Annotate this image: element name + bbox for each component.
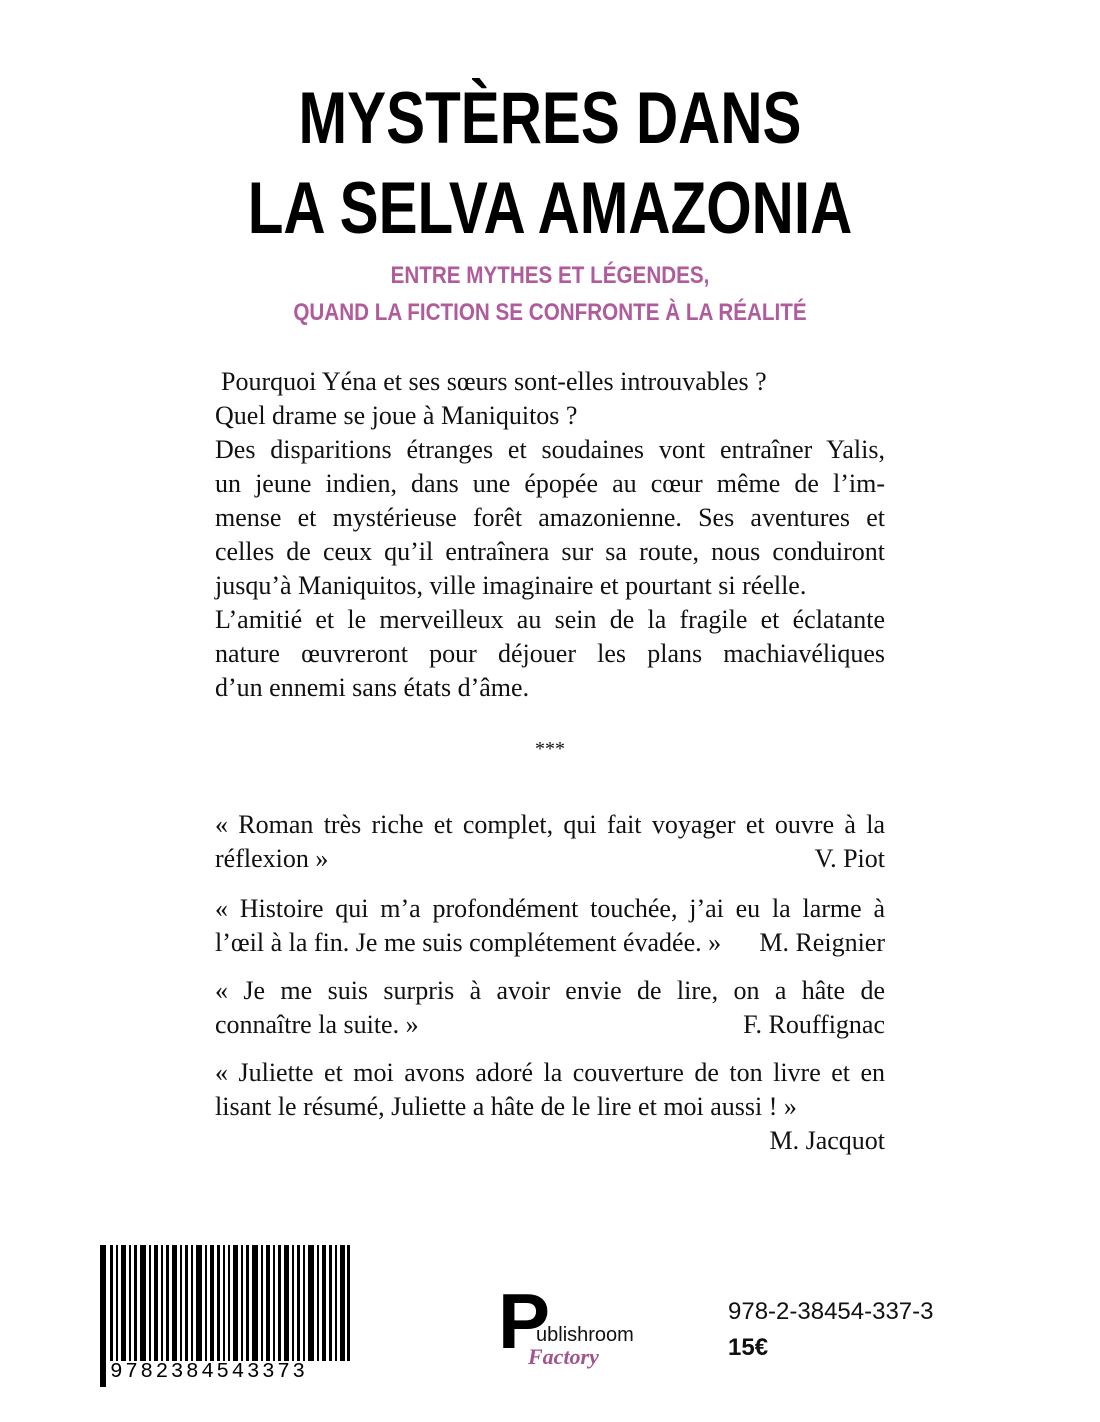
synopsis-line: jusqu’à Maniquitos, ville imaginaire et pourtant si réelle.	[215, 571, 807, 600]
review	[215, 974, 885, 1042]
synopsis-line: Des disparitions étranges et soudaines vont entraîner Yalis,	[215, 435, 885, 464]
barcode-bars-icon	[106, 1245, 350, 1361]
review-text-line: « Je me suis surpris à avoir envie de lire, on a hâte de	[215, 976, 885, 1005]
publisher-logo	[498, 1277, 638, 1372]
publisher-initial: P	[498, 1277, 551, 1365]
review-closing-line	[215, 1008, 885, 1042]
subtitle-line-1: ENTRE MYTHES ET LÉGENDES,	[390, 262, 710, 289]
title-line-2: LA SELVA AMAZONIA	[247, 168, 853, 249]
synopsis-line: Pourquoi Yéna et ses sœurs sont-elles introuvables ?	[221, 367, 767, 396]
synopsis-line: d’un ennemi sans états d’âme.	[215, 673, 530, 702]
review-author: V. Piot	[814, 844, 885, 873]
synopsis-line: mense et mystérieuse forêt amazonienne. Ses aventures et	[215, 503, 885, 532]
publisher-name: ublishroom	[536, 1324, 634, 1346]
synopsis	[215, 365, 885, 705]
review	[215, 1056, 885, 1158]
review-text-line: réflexion »	[215, 844, 329, 873]
review-text-line: « Juliette et moi avons adoré la couverture de ton livre et en	[215, 1058, 885, 1087]
barcode	[100, 1245, 350, 1387]
review-text-line: « Histoire qui m’a profondément touchée, j’ai eu la larme à	[215, 894, 885, 923]
review	[215, 808, 885, 876]
review-text-line: connaître la suite. »	[215, 1010, 419, 1039]
review-author: M. Jacquot	[769, 1126, 885, 1155]
price: 15€	[728, 1334, 769, 1361]
review-closing-line	[215, 842, 885, 876]
isbn: 978-2-38454-337-3	[728, 1298, 934, 1325]
synopsis-line: L’amitié et le merveilleux au sein de la fragile et éclatante	[215, 605, 885, 634]
barcode-digits: 9782384543373	[110, 1361, 356, 1385]
publisher-sub: Factory	[528, 1344, 599, 1369]
section-separator: ***	[535, 738, 565, 760]
review-text-line: lisant le résumé, Juliette a hâte de le lire et moi aussi ! »	[215, 1092, 797, 1121]
synopsis-line: Quel drame se joue à Maniquitos ?	[215, 401, 578, 430]
subtitle-line-2: QUAND LA FICTION SE CONFRONTE À LA RÉALITÉ	[293, 299, 807, 326]
review-closing-line	[215, 926, 885, 960]
synopsis-line: un jeune indien, dans une épopée au cœur même de l’im-	[215, 469, 885, 498]
review-text-line: l’œil à la fin. Je me suis complétement évadée. »	[215, 928, 722, 957]
review-author: F. Rouffignac	[743, 1010, 885, 1039]
review-text-line: « Roman très riche et complet, qui fait voyager et ouvre à la	[215, 810, 885, 839]
review-author: M. Reignier	[759, 928, 885, 957]
synopsis-line: nature œuvreront pour déjouer les plans machiavéliques	[215, 639, 885, 668]
review	[215, 892, 885, 960]
title-line-1: MYSTÈRES DANS	[298, 78, 802, 159]
synopsis-line: celles de ceux qu’il entraînera sur sa route, nous conduiront	[215, 537, 885, 566]
